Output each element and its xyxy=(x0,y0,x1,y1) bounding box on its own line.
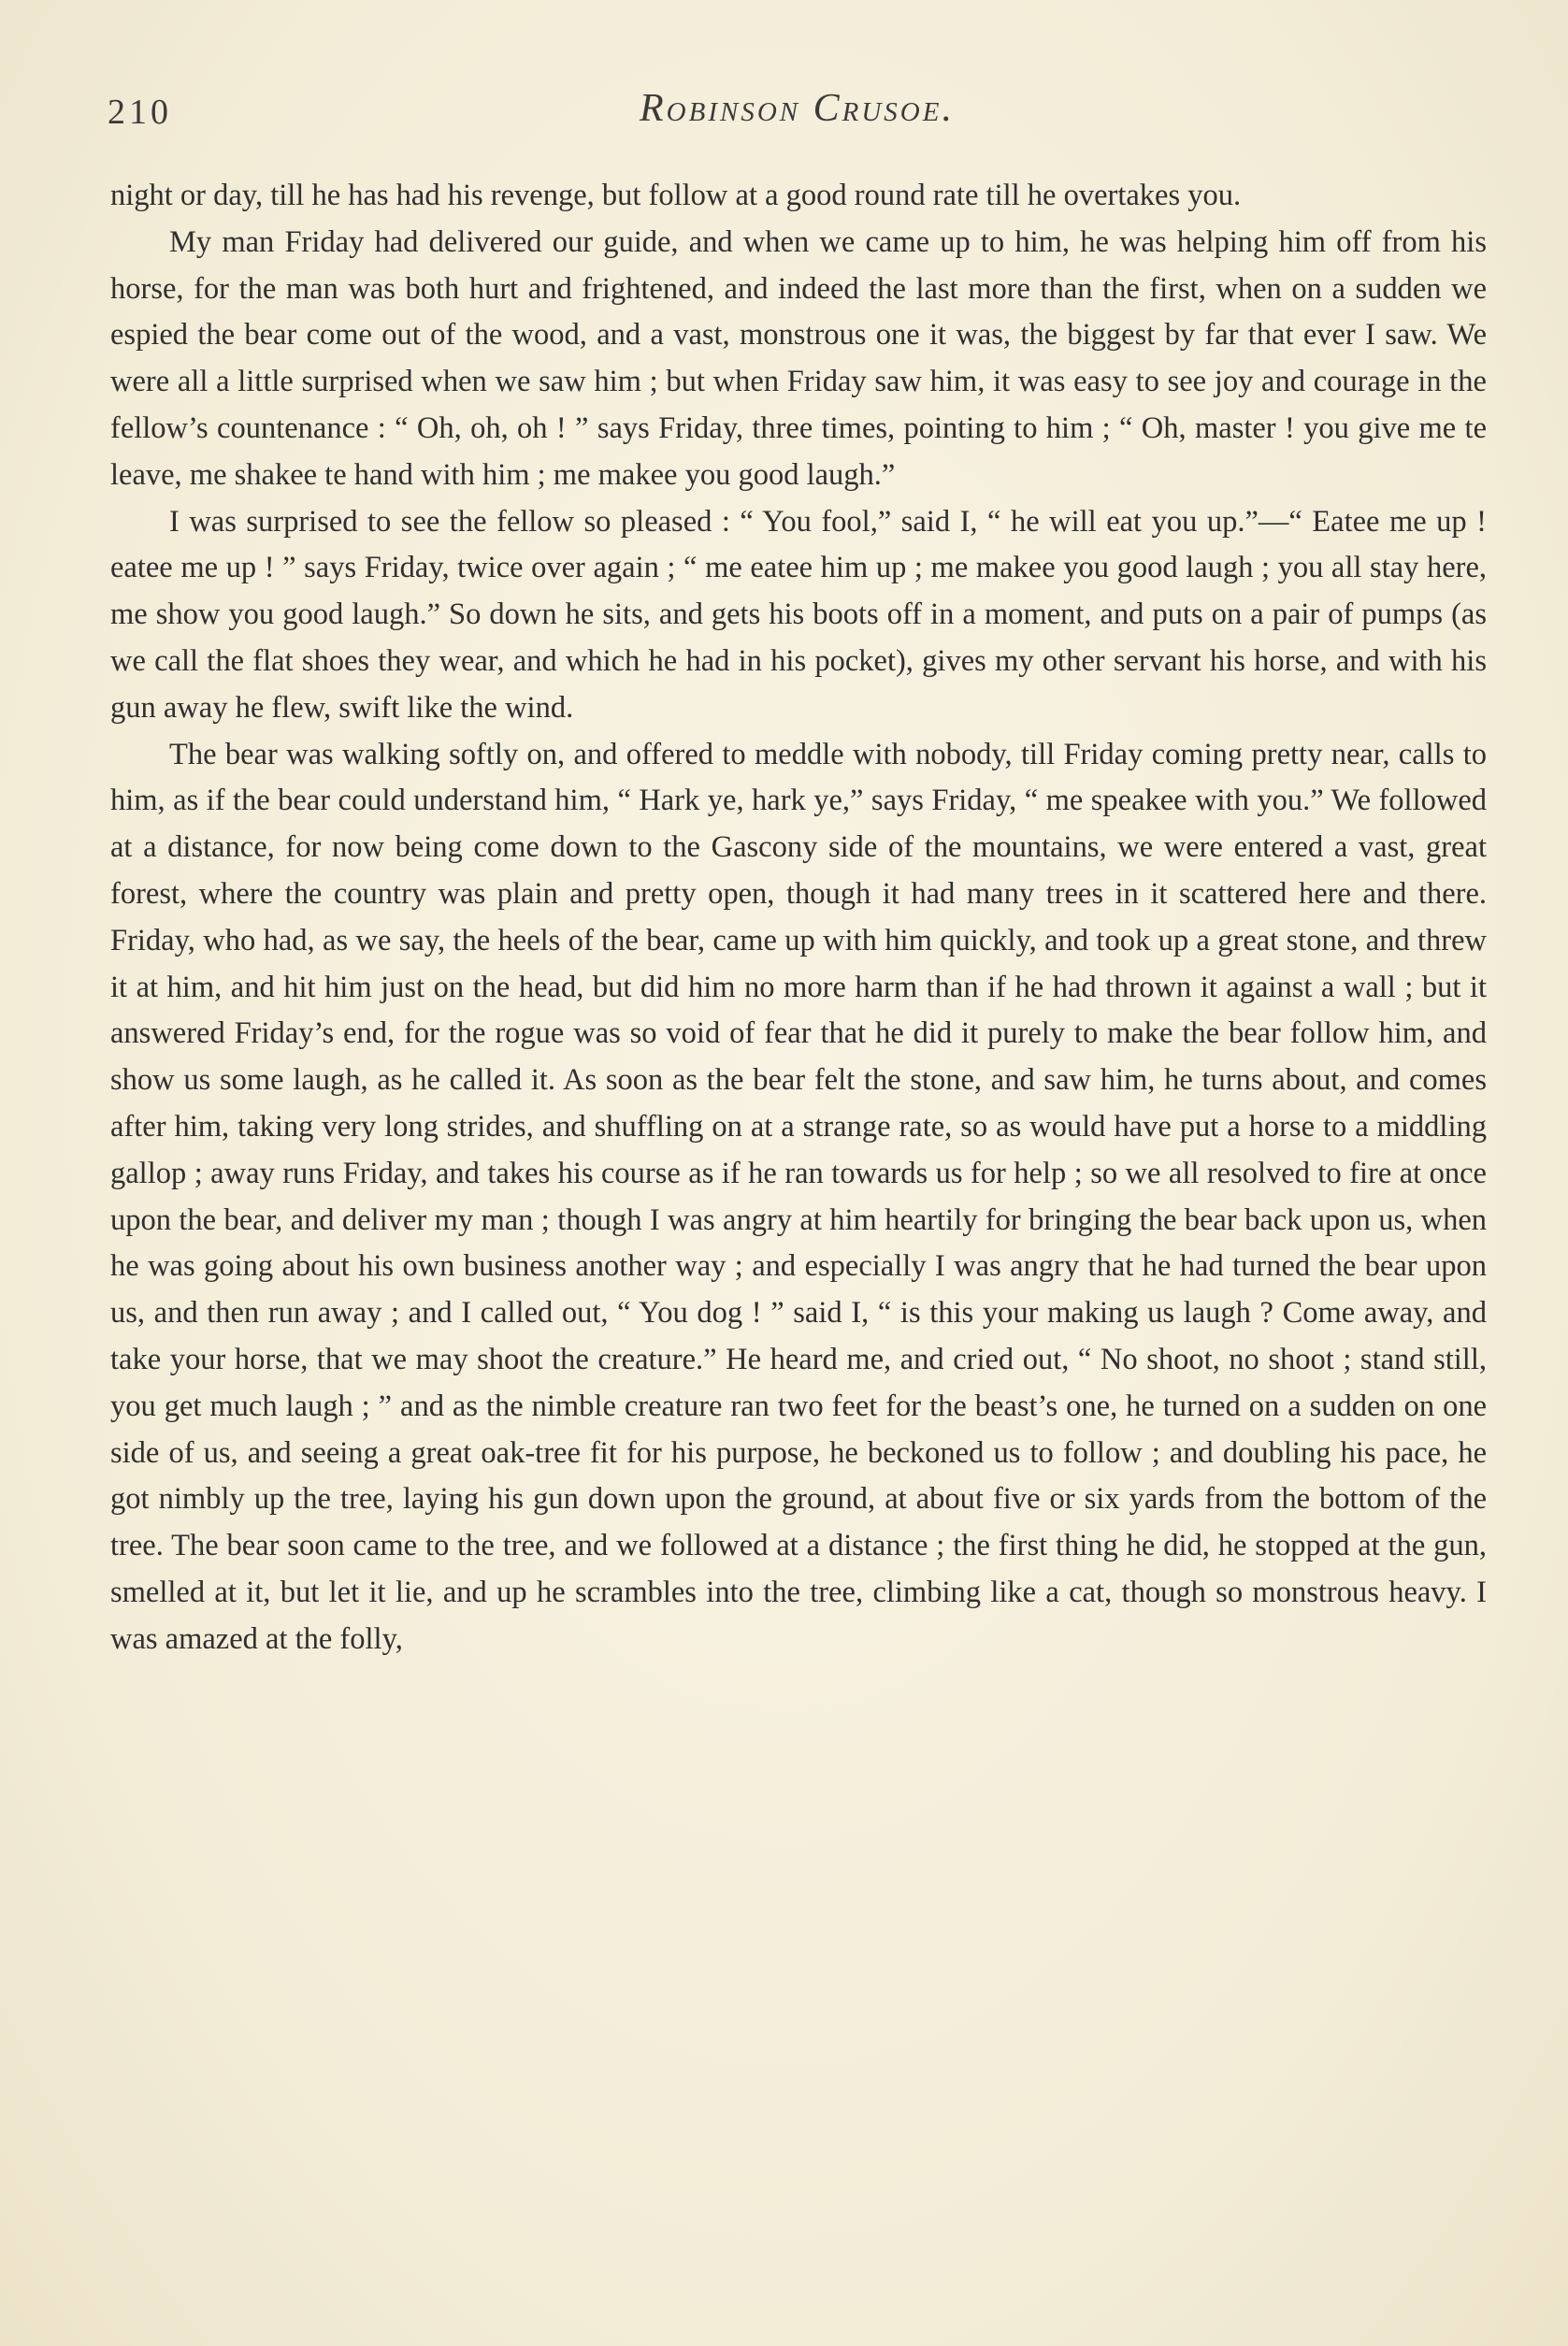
paragraph-bear-chase: The bear was walking softly on, and offered to meddle with nobody, till Friday coming pretty near, calls to him, as if the bear could understand him, “ Hark ye, hark ye,” says Friday, “ me speakee with you.” We followed at a distance, for now being come down to the Gascony side of the mountains, we were entered a vast, great forest, where the country was plain and pretty open, though it had many trees in it scattered here and there. Friday, who had, as we say, the heels of the bear, came up with him quickly, and took up a great stone, and threw it at him, and hit him just on the head, but did him no more harm than if he had thrown it against a wall ; but it answered Friday’s end, for the rogue was so void of fear that he did it purely to make the bear follow him, and show us some laugh, as he called it. As soon as the bear felt the stone, and saw him, he turns about, and comes after him, taking very long strides, and shuffling on at a strange rate, so as would have put a horse to a middling gallop ; away runs Friday, and takes his course as if he ran towards us for help ; so we all resolved to fire at once upon the bear, and deliver my man ; though I was angry at him heartily for bringing the bear back upon us, when he was going about his own business another way ; and especially I was angry that he had turned the bear upon us, and then run away ; and I called out, “ You dog ! ” said I, “ is this your making us laugh ? Come away, and take your horse, that we may shoot the creature.” He heard me, and cried out, “ No shoot, no shoot ; stand still, you get much laugh ; ” and as the nimble creature ran two feet for the beast’s one, he turned on a sudden on one side of us, and seeing a great oak-tree fit for his purpose, he beckoned us to follow ; and doubling his pace, he got nimbly up the tree, laying his gun down upon the ground, at about five or six yards from the bottom of the tree. The bear soon came to the tree, and we followed at a distance ; the first thing he did, he stopped at the gun, smelled at it, but let it lie, and up he scrambles into the tree, climbing like a cat, though so monstrous heavy. I was amazed at the folly, xyxy=(110,737,1487,1656)
paragraph-bear-appears: My man Friday had delivered our guide, and when we came up to him, he was helping him off from his horse, for the man was both hurt and frightened, and indeed the last more than the first, when on a sudden we espied the bear come out of the wood, and a vast, monstrous one it was, the biggest by far that ever I saw. We were all a little surprised when we saw him ; but when Friday saw him, it was easy to see joy and courage in the fellow’s countenance : “ Oh, oh, oh ! ” says Friday, three times, pointing to him ; “ Oh, master ! you give me te leave, me shakee te hand with him ; me makee you good laugh.” xyxy=(110,224,1487,492)
running-title: Robinson Crusoe. xyxy=(640,87,955,130)
page-number: 210 xyxy=(108,93,172,132)
body-text xyxy=(110,173,1487,1663)
paragraph-continuation: night or day, till he has had his revenge, but follow at a good round rate till he overtakes you. xyxy=(110,179,1242,212)
page-header xyxy=(108,86,1487,142)
paragraph-friday-pleased: I was surprised to see the fellow so pleased : “ You fool,” said I, “ he will eat you up.”—“ Eatee me up ! eatee me up ! ” says Friday, twice over again ; “ me eatee him up ; me makee you good laugh ; you all stay here, me show you good laugh.” So down he sits, and gets his boots off in a moment, and puts on a pair of pumps (as we call the flat shoes they wear, and which he had in his pocket), gives my other servant his horse, and with his gun away he flew, swift like the wind. xyxy=(110,504,1487,725)
